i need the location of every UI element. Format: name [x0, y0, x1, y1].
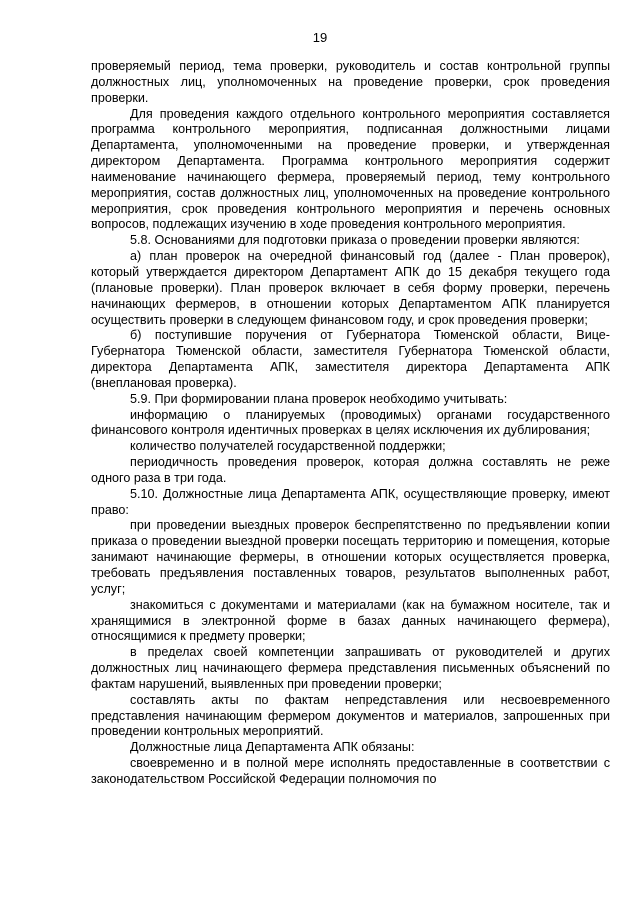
paragraph: в пределах своей компетенции запрашивать от руководителей и других должностных лиц начинающего фермера представления письменных объяснений по фактам нарушений, выявленных при проведении проверки; [91, 645, 610, 691]
document-body [91, 59, 610, 788]
paragraph: б) поступившие поручения от Губернатора Тюменской области, Вице-Губернатора Тюменской области, заместителя Губернатора Тюменской области, директора Департамента АПК, заместителя директора Департамента АПК (внеплановая проверка). [91, 328, 610, 390]
paragraph: знакомиться с документами и материалами (как на бумажном носителе, так и хранящимися в электронной форме в базах данных начинающего фермера), относящимися к предмету проверки; [91, 597, 610, 644]
paragraph: информацию о планируемых (проводимых) органами государственного финансового контроля идентичных проверках в целях исключения их дублирования; [91, 407, 610, 438]
paragraph: проверяемый период, тема проверки, руководитель и состав контрольной группы должностных лиц, уполномоченных на проведение проверки, срок проведения проверки. [91, 59, 610, 105]
paragraph: а) план проверок на очередной финансовый год (далее - План проверок), который утверждается директором Департамент АПК до 15 декабря текущего года (плановые проверки). План проверок включает в себя форму проверки, перечень начинающих фермеров, в отношении которых Департаментом АПК планируется осуществить проверки в следующем финансовом году, и срок проведения проверки; [91, 249, 610, 327]
paragraph: составлять акты по фактам непредставления или несвоевременного представления начинающим фермером документов и материалов, запрошенных при проведении контрольных мероприятий. [91, 692, 610, 739]
paragraph: при проведении выездных проверок беспрепятственно по предъявлении копии приказа о проведении выездной проверки посещать территорию и помещения, которые занимают начинающие фермеры, в отношении которых осуществляется проверка, требовать предъявления поставленных товаров, результатов выполненных работ, услуг; [91, 518, 610, 596]
paragraph: 5.10. Должностные лица Департамента АПК, осуществляющие проверку, имеют право: [91, 486, 610, 517]
paragraph: Для проведения каждого отдельного контрольного мероприятия составляется программа контрольного мероприятия, подписанная должностными лицами Департамента, уполномоченными на проведение проверки, и утвержденная директором Департамента. Программа контрольного мероприятия содержит наименование начинающего фермера, проверяемый период, тему контрольного мероприятия, состав должностных лиц, уполномоченных на проведение контрольного мероприятия, срок проведения контрольного мероприятия и перечень основных вопросов, подлежащих изучению в ходе проведения контрольного мероприятия. [91, 106, 610, 232]
page-number: 19 [312, 30, 328, 45]
paragraph: своевременно и в полной мере исполнять предоставленные в соответствии с законодательством Российской Федерации полномочия по [91, 756, 610, 786]
paragraph: 5.9. При формировании плана проверок необходимо учитывать: [130, 391, 508, 406]
paragraph: количество получателей государственной поддержки; [130, 439, 446, 454]
paragraph: Должностные лица Департамента АПК обязаны: [130, 740, 415, 755]
paragraph: 5.8. Основаниями для подготовки приказа о проведении проверки являются: [130, 233, 580, 248]
paragraph: периодичность проведения проверок, которая должна составлять не реже одного раза в три года. [91, 455, 610, 485]
